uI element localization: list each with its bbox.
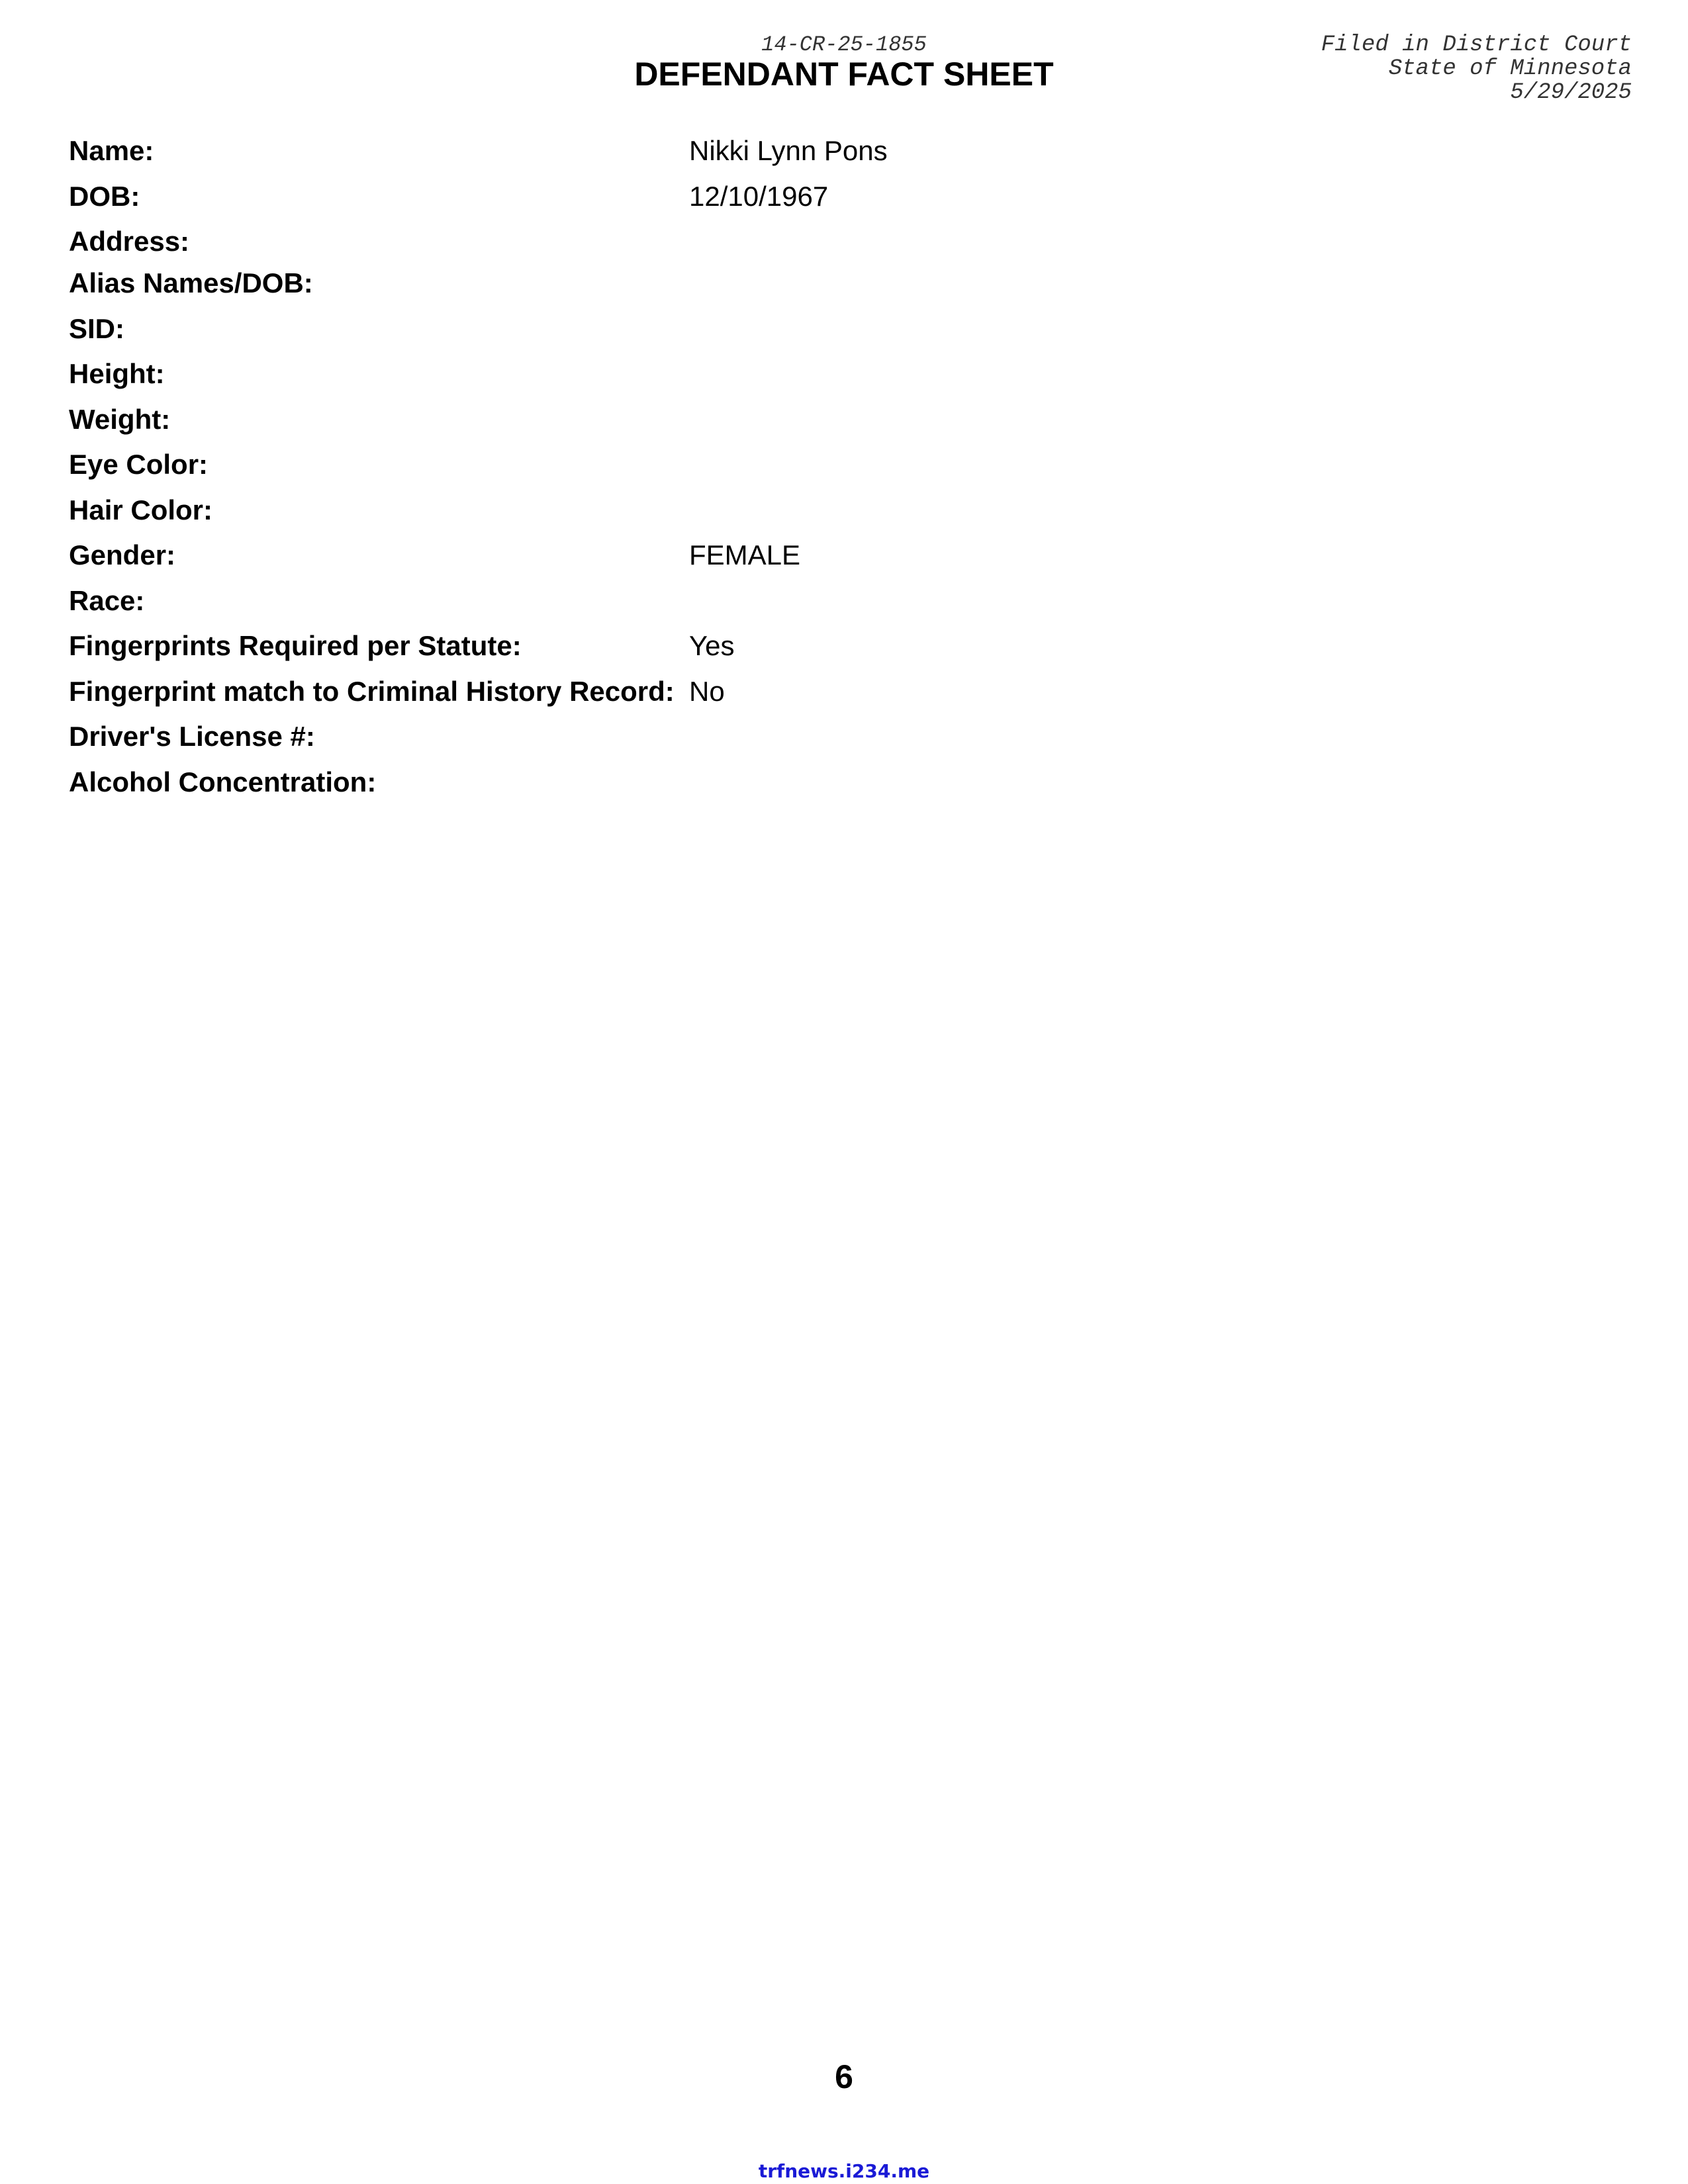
field-row-fingerprint-match (69, 672, 1591, 717)
field-row-dob (69, 177, 1591, 222)
filing-stamp-date: 5/29/2025 (1510, 80, 1632, 105)
page-number: 6 (835, 2058, 853, 2095)
field-label: Alias Names/DOB: (69, 267, 313, 298)
filing-stamp-state: State of Minnesota (1388, 56, 1632, 81)
case-number: 14-CR-25-1855 (761, 32, 927, 57)
field-row-height (69, 354, 1591, 400)
field-label: Driver's License #: (69, 721, 315, 752)
field-row-eye-color (69, 445, 1591, 490)
field-row-hair-color (69, 490, 1591, 536)
field-row-race (69, 581, 1591, 627)
field-label: Alcohol Concentration: (69, 766, 377, 797)
field-value: Yes (689, 630, 735, 661)
field-row-fingerprints-required (69, 626, 1591, 672)
field-label: Eye Color: (69, 449, 209, 480)
field-label: Gender: (69, 539, 176, 570)
field-row-weight (69, 400, 1591, 445)
defendant-fields (69, 131, 1591, 807)
field-label: Fingerprint match to Criminal History Record: (69, 675, 675, 707)
field-value: Nikki Lynn Pons (689, 135, 888, 166)
field-label: Weight: (69, 403, 171, 435)
field-label: Fingerprints Required per Statute: (69, 630, 522, 661)
watermark-link[interactable]: trfnews.i234.me (758, 2160, 930, 2182)
field-label: Height: (69, 358, 165, 389)
field-label: Hair Color: (69, 494, 213, 525)
field-row-name (69, 131, 1591, 177)
field-value: 12/10/1967 (689, 180, 829, 212)
field-label: DOB: (69, 180, 140, 212)
filing-stamp (1321, 33, 1632, 105)
field-row-gender (69, 535, 1591, 581)
filing-stamp-court: Filed in District Court (1321, 32, 1632, 58)
document-title: DEFENDANT FACT SHEET (634, 56, 1054, 93)
field-label: Name: (69, 135, 154, 166)
field-value: No (689, 675, 725, 707)
field-row-drivers-license (69, 717, 1591, 762)
field-label: Race: (69, 584, 145, 616)
field-label: Address: (69, 226, 190, 257)
field-row-address (69, 222, 1591, 263)
field-value: FEMALE (689, 539, 801, 570)
field-row-alcohol-concentration (69, 762, 1591, 808)
field-label: SID: (69, 312, 124, 344)
field-row-sid (69, 309, 1591, 355)
field-row-alias (69, 263, 1591, 309)
